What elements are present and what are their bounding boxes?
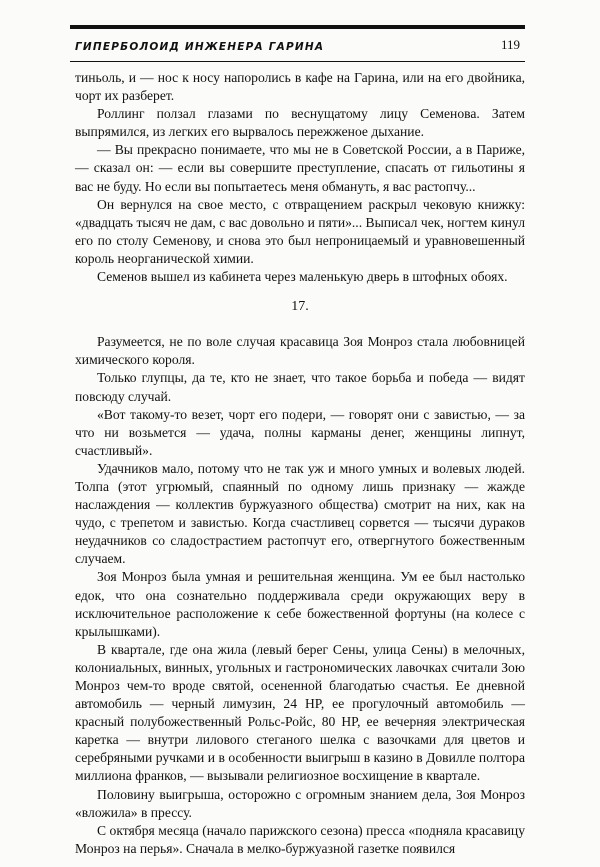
chapter-number: 17.	[291, 299, 309, 315]
page-number: 119	[500, 37, 520, 52]
body-text	[75, 69, 525, 858]
paragraph: Роллинг ползал глазами по веснущатому лицу Семенова. Затем выпрямился, из легких его вырвалось пережженое дыхание.	[75, 106, 525, 140]
paragraph: Семенов вышел из кабинета через маленькую дверь в штофных обоях.	[97, 269, 508, 285]
paragraph: — Вы прекрасно понимаете, что мы не в Советской России, а в Париже, — сказал он: — если вы совершите преступление, спасать от гильотины я вас не буду. Но если вы попытаетесь меня обмануть, я вас растопчу...	[75, 142, 525, 194]
paragraph: Половину выигрыша, осторожно с огромным знанием дела, Зоя Монроз «вложила» в прессу.	[75, 786, 525, 820]
paragraph: В квартале, где она жила (левый берег Сены, улица Сены) в мелочных, колониальных, винных, угольных и гастрономических лавочках считали Зою Монроз чем-то вроде святой, осененной благодатью счастья. Ее дневной автомобиль — черный лимузин, 24 HP, ее прогулочный автомобиль — красный полубожественный Рольс-Ройс, 80 HP, ее вечерняя электрическая каретка — внутри лилового стеганого шелка с вазочками для цветов и серебряными ручками и в особенности выигрыш в казино в Довилле полтора миллиона франков, — вызывали религиозное восхищение в квартале.	[75, 641, 525, 784]
running-title: ГИПЕРБОЛОИД ИНЖЕНЕРА ГАРИНА	[75, 41, 325, 53]
paragraph-continued: тиньоль, и — нос к носу напоролись в кафе на Гарина, или на его двойника, чорт их разберет.	[75, 70, 525, 104]
paragraph: Удачников мало, потому что не так уж и много умных и волевых людей. Толпа (этот угрюмый, спаянный по одному лишь признаку — жажде наслаждения — коллектив буржуазного общества) смотрит на них, как на чудо, с трепетом и завистью. Когда счастливец сорвется — тысячи дураков неудачников со сладострастием растопчут его, отвергнутого божественным случаем.	[75, 460, 525, 567]
paragraph: Разумеется, не по воле случая красавица Зоя Монроз стала любовницей химического короля.	[75, 334, 525, 368]
paragraph: «Вот такому-то везет, чорт его подери, — говорят они с завистью, — за что ни возьмется — удача, полны карманы денег, женщины липнут, счастливый».	[75, 406, 525, 458]
paragraph: Он вернулся на свое место, с отвращением раскрыл чековую книжку: «двадцать тысяч не дам, с вас довольно и пяти»... Выписал чек, ногтем кинул его по столу Семенову, и снова это был непроницаемый и уравновешенный король неорганической химии.	[75, 196, 525, 266]
paragraph: Только глупцы, да те, кто не знает, что такое борьба и победа — видят повсюду случай.	[75, 370, 525, 404]
header-rule-thick	[70, 25, 525, 29]
paragraph: С октября месяца (начало парижского сезона) пресса «подняла красавицу Монроз на перья». Сначала в мелко-буржуазной газетке появился	[75, 822, 525, 856]
header-rule-thin	[70, 61, 525, 62]
paragraph: Зоя Монроз была умная и решительная женщина. Ум ее был настолько едок, что она сознательно поддерживала среди окружающих веру в исключительное расположение к себе божественной фортуны (на колесе с крылышками).	[75, 569, 525, 639]
